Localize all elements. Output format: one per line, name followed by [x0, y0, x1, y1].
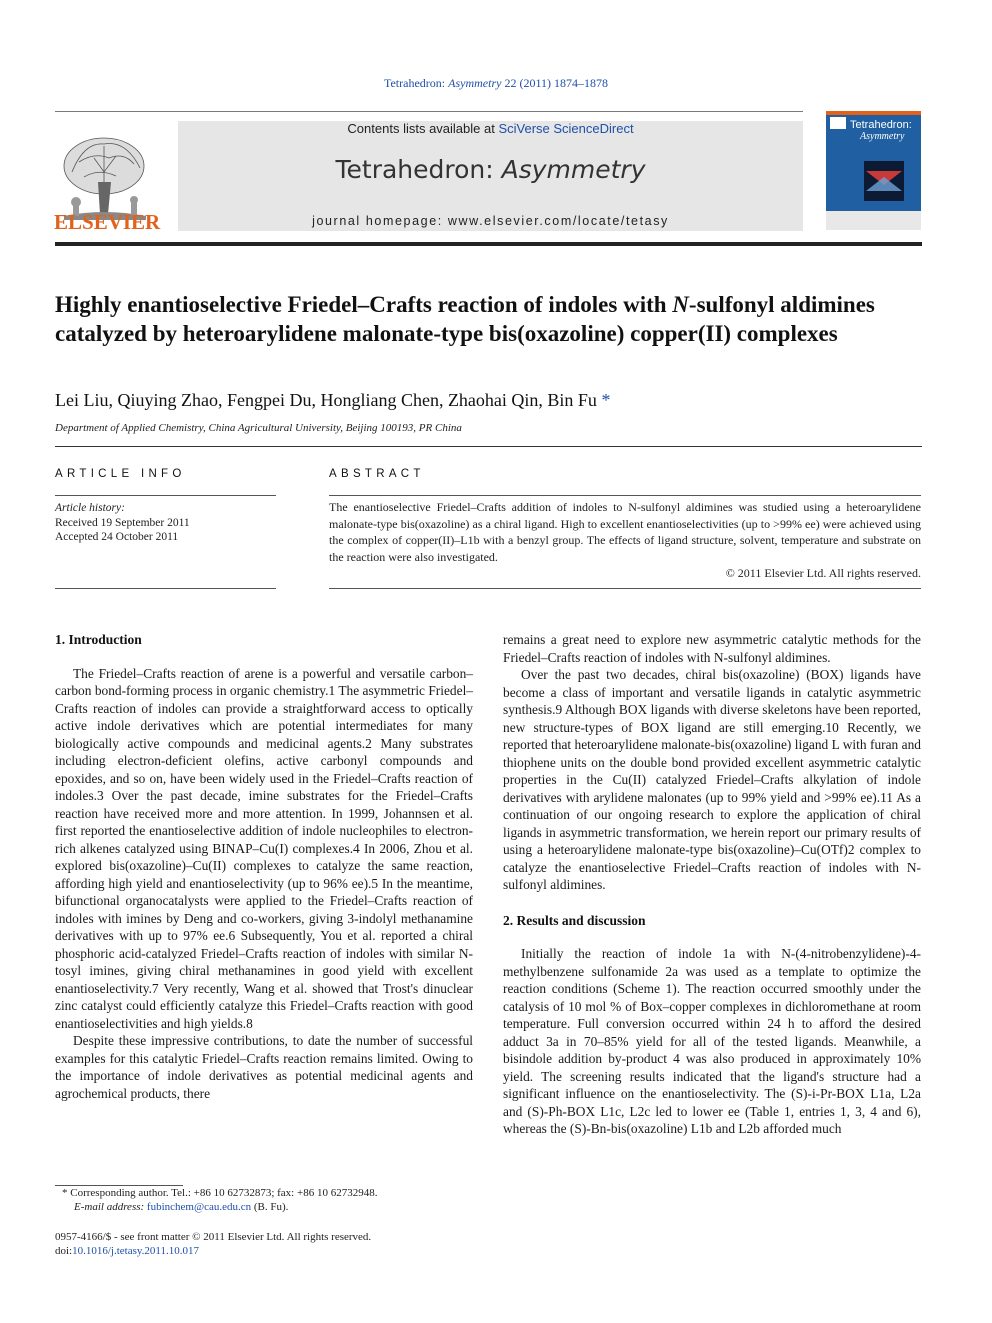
- left-column: [55, 631, 473, 1102]
- journal-cover-thumbnail[interactable]: [826, 111, 921, 230]
- cover-accent-bar: [826, 111, 921, 115]
- affiliation: Department of Applied Chemistry, China Agricultural University, Beijing 100193, PR China: [55, 422, 462, 434]
- journal-title: Tetrahedron: Asymmetry: [335, 155, 646, 184]
- intro-paragraph-3: remains a great need to explore new asymmetric catalytic methods for the Friedel–Crafts reaction of indoles with N-sulfonyl aldimines.: [503, 632, 921, 665]
- email-note: E-mail address: fubinchem@cau.edu.cn (B. Fu).: [74, 1201, 289, 1213]
- article-title: Highly enantioselective Friedel–Crafts reaction of indoles with N-sulfonyl aldimines catalyzed by heteroarylidene malonate-type bis(oxazoline) copper(II) complexes: [55, 292, 875, 346]
- corresponding-author-note: * Corresponding author. Tel.: +86 10 62732873; fax: +86 10 62732948.: [62, 1187, 378, 1199]
- issn-line: 0957-4166/$ - see front matter © 2011 Elsevier Ltd. All rights reserved.: [55, 1231, 372, 1243]
- abstract-text: The enantioselective Friedel–Crafts addition of indoles to N-sulfonyl aldimines was studied using a heteroarylidene malonate-type bis(oxazoline) as a chiral ligand. High to excellent enantioselectivities (up to >99% ee) were achieved using the complex of copper(II)–L1b with a benzyl group. The effects of ligand structure, solvent, temperature and substrate on the reaction were also investigated. © 2011 Elsevier Ltd. All rights reserved.: [329, 500, 921, 580]
- cover-title-1: Tetrahedron:: [850, 119, 912, 131]
- journal-citation[interactable]: Tetrahedron: Asymmetry 22 (2011) 1874–1878: [383, 76, 608, 90]
- cover-logo-icon: [830, 117, 846, 129]
- doi-link[interactable]: 10.1016/j.tetasy.2011.10.017: [72, 1245, 200, 1257]
- homepage-link[interactable]: www.elsevier.com/locate/tetasy: [447, 214, 669, 228]
- contents-line: Contents lists available at SciVerse ScienceDirect: [347, 121, 634, 136]
- title-rule: [55, 446, 922, 447]
- results-paragraph-1: Initially the reaction of indole 1a with N-(4-nitrobenzylidene)-4-methylbenzene sulfonamide 2a was used as a template to optimize the reaction conditions (Scheme 1). The reaction occurred smoothly under the catalysis of 10 mol % of Box–copper complexes in dichloromethane at room temperature. Full conversion occurred within 24 h to afford the desired adduct 3a in 70–85% yield for all of the tested ligands. Meanwhile, a bisindole addition by-product 4 was also produced in approximately 10% yield. The screening results indicated that the ligand's structure had a significant influence on the enantioselectivity. The (S)-i-Pr-BOX L1a, L2a and (S)-Ph-BOX L1c, L2c led to lower ee (Table 1, entries 1, 3, 4 and 6), whereas the (S)-Bn-bis(oxazoline) L1b and L2b afforded much: [503, 946, 921, 1136]
- intro-paragraph-2: Despite these impressive contributions, to date the number of successful examples for this catalytic Friedel–Crafts reaction remains limited. Owing to the importance of indole derivatives as potential medicinal agents and agrochemical products, there: [55, 1033, 473, 1101]
- header-rule: [55, 111, 803, 112]
- header-thick-rule: [55, 242, 922, 246]
- article-info-bottom-rule: [55, 588, 276, 589]
- article-history: Article history: Received 19 September 2011 Accepted 24 October 2011: [55, 502, 190, 543]
- corresponding-author-link[interactable]: *: [601, 390, 611, 410]
- elsevier-wordmark: ELSEVIER: [54, 210, 161, 234]
- article-info-rule: [55, 495, 276, 496]
- article-info-heading: ARTICLE INFO: [55, 468, 186, 480]
- cover-artwork-icon: [864, 161, 904, 201]
- cover-footer: [826, 211, 921, 230]
- intro-paragraph-4: Over the past two decades, chiral bis(oxazoline) (BOX) ligands have become a class of important and versatile ligands in catalytic asymmetric synthesis.9 Although BOX ligands with diverse skeletons have been reported, new structure-types of BOX ligand are still emerging.10 Recently, we reported that heteroarylidene malonate-bis(oxazoline) ligand L with furan and thiophene units on the double bond provided excellent asymmetric catalytic properties in the Cu(II) catalyzed Friedel–Crafts alkylation of indole derivatives with arylidene malonates (up to 99% yield and >99% ee).11 As a continuation of our ongoing research to explore the application of chiral ligands in asymmetric transformation, we herein report our primary results of using a heteroarylidene malonate-type bis(oxazoline)–Cu(OTf)2 complex to catalyze the enantioselective Friedel–Crafts reaction of indoles with N-sulfonyl aldimines.: [503, 667, 921, 892]
- journal-homepage: journal homepage: www.elsevier.com/locate/tetasy: [312, 214, 669, 228]
- cover-title-2: Asymmetry: [860, 131, 905, 142]
- right-column: [503, 631, 921, 1138]
- abstract-copyright: © 2011 Elsevier Ltd. All rights reserved.: [725, 566, 921, 580]
- abstract-heading: ABSTRACT: [329, 468, 425, 480]
- abstract-rule: [329, 495, 921, 496]
- author-list: Lei Liu, Qiuying Zhao, Fengpei Du, Hongliang Chen, Zhaohai Qin, Bin Fu *: [55, 390, 611, 410]
- abstract-bottom-rule: [329, 588, 921, 589]
- introduction-heading: 1. Introduction: [55, 632, 142, 647]
- doi-line: doi:10.1016/j.tetasy.2011.10.017: [55, 1245, 200, 1257]
- results-heading: 2. Results and discussion: [503, 912, 646, 928]
- email-link[interactable]: fubinchem@cau.edu.cn: [146, 1201, 252, 1213]
- intro-paragraph-1: The Friedel–Crafts reaction of arene is a powerful and versatile carbon–carbon bond-forming process in organic chemistry.1 The asymmetric Friedel–Crafts reaction of indoles can provide a straightforward access to optically active indole derivatives which are potential intermediates for many biologically active compounds and medicinal agents.2 Many substrates including electron-deficient olefins, active carbonyl compounds and epoxides, and so on, have been widely used in the Friedel–Crafts reaction of indoles.3 Over the past decade, imine substrates for the Friedel–Crafts reaction have received more and more attention. In 1999, Johannsen et al. first reported the enantioselective addition of indole nucleophiles to electron-rich alkenes catalyzed using BINAP–Cu(I) complexes.4 In 2006, Zhou et al. explored bis(oxazoline)–Cu(II) complexes to catalyze the same reaction, affording high yield and enantioselectivity (up to 96% ee).5 In the meantime, bifunctional organocatalysts were applied to the Friedel–Crafts reaction of indoles with imines by Deng and co-workers, giving 3-indolyl methanamine derivatives with up to 97% ee.6 Subsequently, You et al. reported a chiral phosphoric acid-catalyzed Friedel–Crafts reaction of indoles with similar N-tosyl imines, giving chiral methanamines in good yield with excellent enantioselectivity.7 Very recently, Wang et al. showed that Trost's dinuclear zinc catalyst could efficiently catalyze this Friedel–Crafts reaction with good enantioselectivities and high yields.8: [55, 665, 473, 1031]
- sciencedirect-link[interactable]: SciVerse ScienceDirect: [498, 121, 634, 136]
